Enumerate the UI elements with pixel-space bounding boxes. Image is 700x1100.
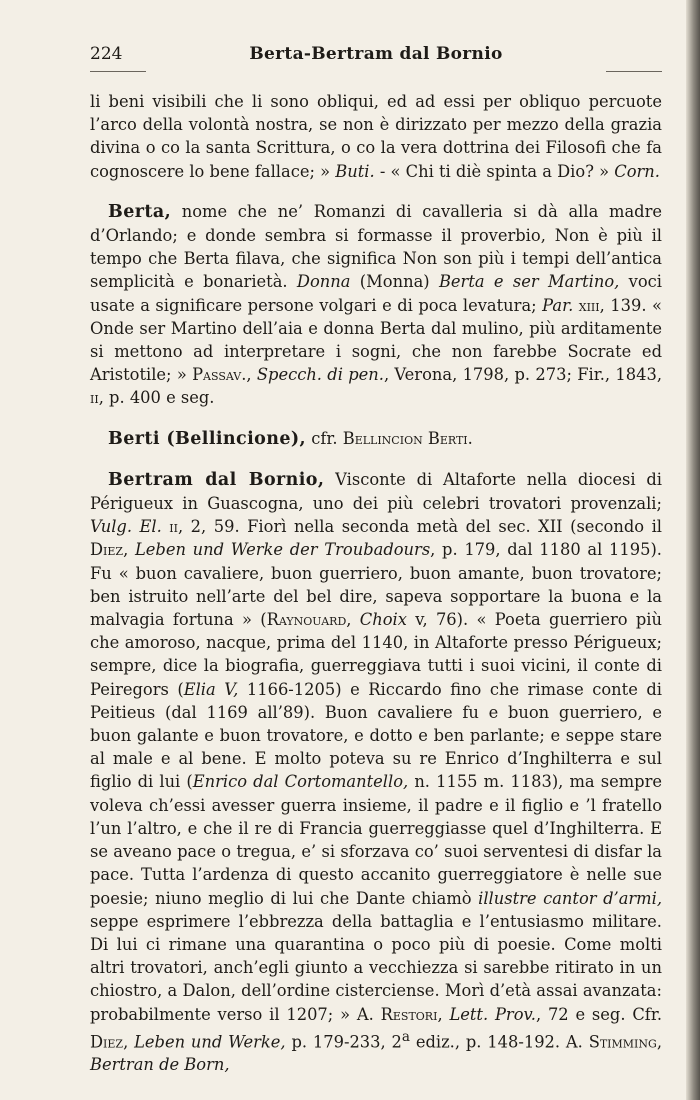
page-body: [90, 90, 662, 1077]
page-number: 224: [90, 44, 123, 64]
running-title: Berta-Bertram dal Bornio: [249, 44, 503, 64]
paragraph-continuation: li beni visibili che li sono obliqui, ed ad essi per obliquo percuote l’arco della volontà nostra, se non è dirizzato per mezzo della grazia divina o co la santa Scrittura, o co la vera dottrina dei Filosofi che fa cognoscere lo bene fallace; » Buti. - « Chi ti diè spinta a Dio? » Corn.: [90, 92, 662, 181]
entry-berti: Berti (Bellincione), cfr. Bellincion Berti.: [108, 428, 473, 449]
entry-bertram-dal-bornio: Bertram dal Bornio, Visconte di Altaforte nella diocesi di Périgueux in Guascogna, uno dei più celebri trovatori provenzali; Vulg. El. ii, 2, 59. Fiorì nella seconda metà del sec. XII (secondo il Diez, Leben und Werke der Troubadours, p. 179, dal 1180 al 1195). Fu « buon cavaliere, buon guerriero, buon amante, buon trovatore; ben istruito nell’arte del bel dire, sapeva sopportare la buona e la malvagia fortuna » (Raynouard, Choix v, 76). « Poeta guerriero più che amoroso, nacque, prima del 1140, in Altaforte presso Périgueux; sempre, dice la biografia, guerreggiava tutti i suoi vicini, il conte di Peiregors (Elia V, 1166-1205) e Riccardo fino che rimase conte di Peitieus (dal 1169 all’89). Buon cavaliere fu e buon guerriero, e buon galante e buon trovatore, e dotto e ben parlante; e seppe stare al male e al bene. E molto poteva su re Enrico d’Inghilterra e sul figlio di lui (Enrico dal Cortomantello, n. 1155 m. 1183), ma sempre voleva ch’essi avesser guerra insieme, il padre e il figlio e ’l fratello l’un l’altro, e che il re di Francia guerreggiasse quel d’Inghilterra. E se aveano pace o tregua, e’ si sforzava co’ suoi serventesi di disfar la pace. Tutta l’ardenza di questo accanito guerreggiatore è nelle sue poesie; niuno meglio di lui che Dante chiamò illustre cantor d’armi, seppe esprimere l’ebbrezza della battaglia e l’entusiasmo militare. Di lui ci rimane una quarantina o poco più di poesie. Come molti altri trovatori, anch’egli giunto a vecchiezza si sarebbe ritirato in un chiostro, a Dalon, dell’ordine cisterciense. Morì d’età assai avanzata: probabilmente verso il 1207; » A. Restori, Lett. Prov., 72 e seg. Cfr. Diez, Leben und Werke, p. 179-233, 2$^a$ ediz., p. 148-192. A. Stimming, Bertran de Born,: [90, 469, 663, 1075]
entry-berta: Berta, nome che ne’ Romanzi di cavalleria si dà alla madre d’Orlando; e donde sembra si formasse il proverbio, Non è più il tempo che Berta filava, che significa Non son più i tempi dell’antica semplicità e bonarietà. Donna (Monna) Berta e ser Martino, voci usate a significare persone volgari e di poca levatura; Par. xiii, 139. « Onde ser Martino dell’aia e donna Berta dal mulino, più arditamente si mettono ad interpretare i sogni, che non farebbe Socrate ed Aristotile; » Passav., Specch. di pen., Verona, 1798, p. 273; Fir., 1843, ii, p. 400 e seg.: [90, 201, 662, 408]
headword-bertram: Bertram dal Bornio,: [108, 469, 325, 490]
headword-berti: Berti (Bellincione),: [108, 428, 307, 449]
header-rule-right: [606, 71, 662, 72]
page-edge-shadow: [686, 0, 700, 1100]
headword-berta: Berta,: [108, 201, 172, 222]
page-header: [90, 40, 662, 70]
header-rule-left: [90, 71, 146, 72]
